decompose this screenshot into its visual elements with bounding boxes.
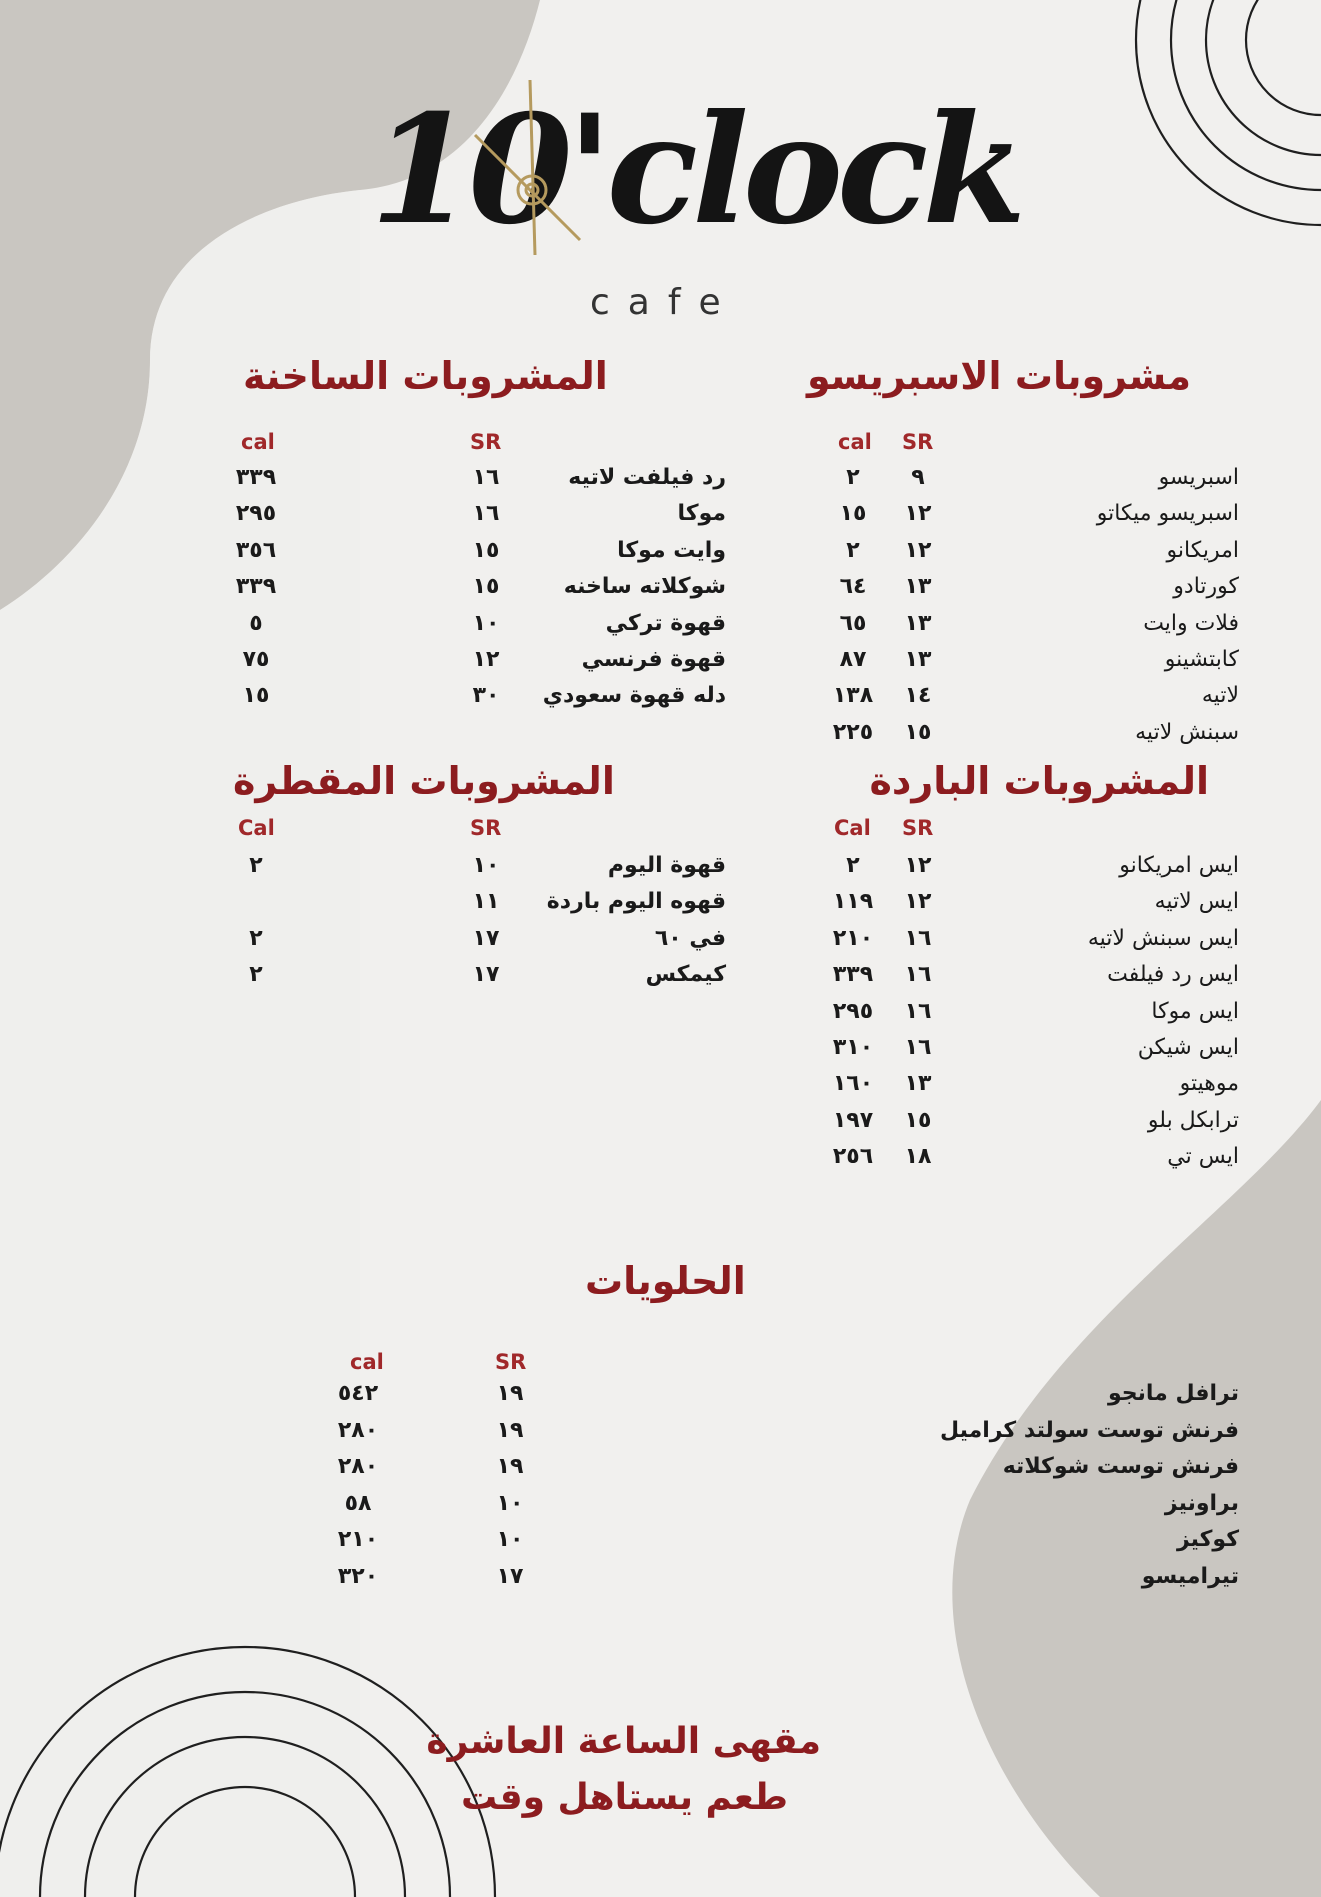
item-calories: ٣٥٦: [235, 537, 277, 563]
item-calories: ٢٩٥: [235, 501, 277, 527]
item-name: رد فيلفت لاتيه: [568, 465, 726, 490]
item-price: ١٤: [904, 683, 932, 709]
drip-item: [0, 957, 1321, 993]
hot-item: [0, 496, 1321, 532]
hot-item: [0, 678, 1321, 714]
item-price: ١٠: [496, 1527, 524, 1553]
drip-sr-header: SR: [470, 816, 502, 840]
section-title-desserts: الحلويات: [585, 1259, 746, 1303]
logo-wordmark: 10'clock: [370, 82, 1021, 258]
item-price: ١٥: [472, 574, 500, 600]
cold-cal-header: Cal: [834, 816, 871, 840]
item-calories: ٢: [249, 853, 263, 878]
item-calories: ٢: [846, 853, 860, 878]
item-name: ترابكل بلو: [1147, 1107, 1239, 1133]
item-calories: ٢١٠: [832, 925, 874, 951]
item-price: ١٠: [472, 610, 500, 636]
item-name: كورتادو: [1173, 574, 1239, 600]
item-price: ١٧: [472, 962, 500, 988]
item-calories: ٢٨٠: [337, 1417, 379, 1443]
cold-item: [0, 1030, 1321, 1066]
item-name: تيراميسو: [1141, 1564, 1239, 1589]
item-calories: ٣٢٠: [337, 1564, 379, 1589]
item-calories: ٣٣٩: [235, 465, 277, 490]
desserts-cal-header: cal: [350, 1350, 384, 1374]
item-price: ١٢: [904, 501, 932, 527]
item-calories: ٦٥: [839, 610, 867, 636]
hot-item: [0, 642, 1321, 678]
item-calories: ٣١٠: [832, 1035, 874, 1060]
item-calories: ٣٣٩: [832, 962, 874, 988]
desserts-sr-header: SR: [495, 1350, 527, 1374]
drip-cal-header: Cal: [238, 816, 275, 840]
footer-line-2: طعم يستاهل وقت: [460, 1777, 788, 1818]
item-price: ١٢: [472, 647, 500, 672]
item-price: ١٦: [472, 465, 500, 490]
item-name: ايس تي: [1167, 1144, 1239, 1170]
cold-item: [0, 1066, 1321, 1102]
item-price: ٣٠: [472, 683, 500, 709]
item-price: ١٥: [904, 1107, 932, 1133]
item-name: ايس رد فيلفت: [1107, 962, 1239, 988]
section-title-espresso: مشروبات الاسبريسو: [806, 354, 1191, 398]
item-name: ايس موكا: [1151, 998, 1239, 1024]
item-price: ١٣: [904, 574, 932, 600]
item-price: ١٦: [904, 998, 932, 1024]
item-calories: ٢: [846, 537, 860, 563]
item-name: قهوة تركي: [605, 610, 726, 636]
item-calories: ٢١٠: [337, 1527, 379, 1553]
item-name: كيمكس: [645, 962, 726, 988]
item-price: ١٦: [904, 962, 932, 988]
drip-item: [0, 884, 1321, 920]
item-price: ١٨: [904, 1144, 932, 1170]
item-price: ١٩: [496, 1454, 524, 1480]
section-title-cold: المشروبات الباردة: [869, 759, 1209, 803]
item-calories: ٢: [846, 465, 860, 490]
item-name: فرنش توست سولتد كراميل: [939, 1417, 1239, 1443]
item-name: ايس امريكانو: [1119, 853, 1239, 878]
item-price: ٩: [911, 465, 925, 490]
section-title-drip: المشروبات المقطرة: [233, 759, 615, 803]
cold-sr-header: SR: [902, 816, 934, 840]
item-price: ١٥: [904, 719, 932, 745]
item-price: ١٩: [496, 1381, 524, 1406]
item-calories: ٥٨: [344, 1490, 372, 1516]
hot-item: [0, 569, 1321, 605]
desserts-item: [0, 1486, 1321, 1522]
item-price: ١٠: [472, 853, 500, 878]
item-calories: ٢٩٥: [832, 998, 874, 1024]
item-price: ١١: [472, 889, 500, 915]
item-price: ١٦: [904, 925, 932, 951]
logo-subtitle: cafe: [590, 282, 739, 323]
item-name: ترافل مانجو: [1108, 1381, 1239, 1406]
item-name: في ٦٠: [654, 925, 726, 951]
item-name: اسبريسو: [1158, 465, 1239, 490]
item-price: ١٦: [904, 1035, 932, 1060]
desserts-item: [0, 1522, 1321, 1558]
item-price: ١٣: [904, 647, 932, 672]
item-calories: ١٥: [242, 683, 270, 709]
drip-item: [0, 848, 1321, 884]
item-price: ١٢: [904, 889, 932, 915]
cold-item: [0, 994, 1321, 1030]
item-price: ١٩: [496, 1417, 524, 1443]
hot-item: [0, 460, 1321, 496]
item-price: ١٢: [904, 537, 932, 563]
hot-item: [0, 606, 1321, 642]
item-calories: ٦٤: [839, 574, 867, 600]
item-name: لاتيه: [1201, 683, 1239, 709]
item-calories: ١٣٨: [832, 683, 874, 709]
item-calories: ١٩٧: [832, 1107, 874, 1133]
espresso-item: [0, 715, 1321, 751]
item-name: موهيتو: [1179, 1071, 1239, 1097]
hot-item: [0, 533, 1321, 569]
item-calories: ٢٢٥: [832, 719, 874, 745]
item-price: ١٧: [496, 1564, 524, 1589]
cold-item: [0, 1103, 1321, 1139]
item-name: امريكانو: [1166, 537, 1239, 563]
item-name: اسبريسو ميكاتو: [1096, 501, 1239, 527]
item-calories: ٢٥٦: [832, 1144, 874, 1170]
item-calories: ١١٩: [832, 889, 874, 915]
item-price: ١٠: [496, 1490, 524, 1516]
hot-sr-header: SR: [470, 430, 502, 454]
item-name: دله قهوة سعودي: [542, 683, 726, 709]
espresso-sr-header: SR: [902, 430, 934, 454]
item-calories: ٥: [249, 610, 263, 636]
item-name: وايت موكا: [617, 537, 726, 563]
item-name: براونيز: [1164, 1490, 1239, 1516]
desserts-item: [0, 1559, 1321, 1595]
hot-cal-header: cal: [241, 430, 275, 454]
item-calories: ٢٨٠: [337, 1454, 379, 1480]
item-name: قهوة اليوم: [607, 853, 726, 878]
item-name: ايس سبنش لاتيه: [1087, 925, 1239, 951]
item-calories: ٥٤٢: [337, 1381, 379, 1406]
desserts-item: [0, 1376, 1321, 1412]
item-price: ١٣: [904, 1071, 932, 1097]
item-price: ١٣: [904, 610, 932, 636]
item-calories: ١٥: [839, 501, 867, 527]
section-title-hot: المشروبات الساخنة: [243, 354, 608, 398]
item-name: قهوة فرنسي: [581, 647, 726, 672]
item-name: فلات وايت: [1143, 610, 1239, 636]
item-name: كابتشينو: [1164, 647, 1239, 672]
desserts-item: [0, 1449, 1321, 1485]
item-name: ايس شيكن: [1137, 1035, 1239, 1060]
item-name: فرنش توست شوكلاته: [1002, 1454, 1239, 1480]
item-name: موكا: [677, 501, 726, 527]
item-name: كوكيز: [1176, 1527, 1239, 1553]
item-price: ١٢: [904, 853, 932, 878]
espresso-cal-header: cal: [838, 430, 872, 454]
cold-item: [0, 1139, 1321, 1175]
footer-line-1: مقهى الساعة العاشرة: [426, 1721, 821, 1762]
desserts-item: [0, 1413, 1321, 1449]
item-name: ايس لاتيه: [1154, 889, 1239, 915]
item-name: سبنش لاتيه: [1135, 719, 1239, 745]
drip-item: [0, 921, 1321, 957]
item-price: ١٧: [472, 925, 500, 951]
item-calories: ١٦٠: [832, 1071, 874, 1097]
item-calories: ٢: [249, 962, 263, 988]
item-price: ١٦: [472, 501, 500, 527]
item-calories: ٣٣٩: [235, 574, 277, 600]
item-calories: ٢: [249, 925, 263, 951]
item-calories: ٧٥: [242, 647, 270, 672]
item-calories: ٨٧: [839, 647, 867, 672]
item-price: ١٥: [472, 537, 500, 563]
item-name: قهوه اليوم باردة: [546, 889, 726, 915]
item-name: شوكلاته ساخنه: [563, 574, 726, 600]
